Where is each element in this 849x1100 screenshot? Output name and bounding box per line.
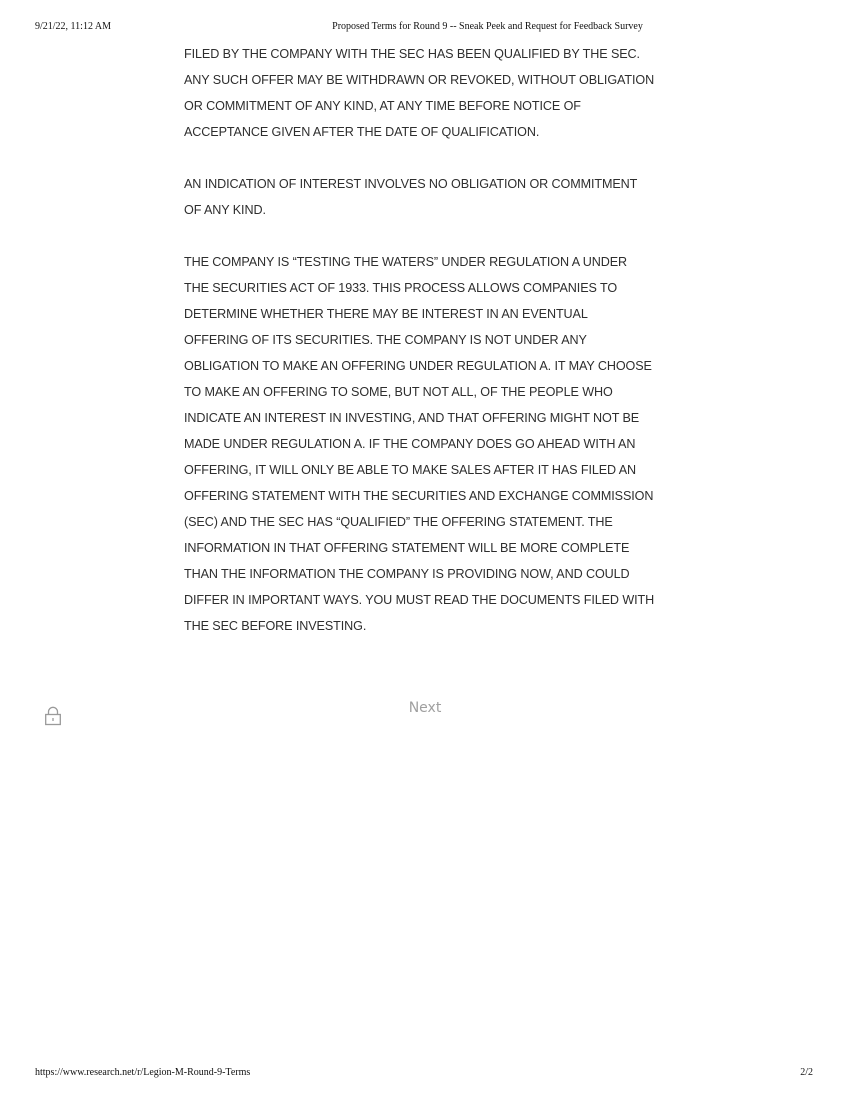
print-page-number: 2/2 [800, 1067, 813, 1078]
next-button[interactable]: Next [395, 695, 455, 721]
disclaimer-text [184, 41, 674, 639]
print-footer [0, 1067, 849, 1081]
lock-icon[interactable] [43, 705, 63, 727]
print-datetime: 9/21/22, 11:12 AM [35, 21, 112, 32]
disclaimer-paragraph: AN INDICATION OF INTEREST INVOLVES NO OBLIGATION OR COMMITMENT OF ANY KIND. [184, 177, 638, 217]
print-header [0, 21, 849, 35]
disclaimer-paragraph: THE COMPANY IS “TESTING THE WATERS” UNDER REGULATION A UNDER THE SECURITIES ACT OF 1933. THIS PROCESS ALLOWS COMPANIES TO DETERMINE WHETHER THERE MAY BE INTEREST IN AN EVENTUAL OFFERING OF ITS SECURITIES. THE COMPANY IS NOT UNDER ANY OBLIGATION TO MAKE AN OFFERING UNDER REGULATION A. IT MAY CHOOSE TO MAKE AN OFFERING TO SOME, BUT NOT ALL, OF THE PEOPLE WHO INDICATE AN INTEREST IN INVESTING, AND THAT OFFERING MIGHT NOT BE MADE UNDER REGULATION A. IF THE COMPANY DOES GO AHEAD WITH AN OFFERING, IT WILL ONLY BE ABLE TO MAKE SALES AFTER IT HAS FILED AN OFFERING STATEMENT WITH THE SECURITIES AND EXCHANGE COMMISSION (SEC) AND THE SEC HAS “QUALIFIED” THE OFFERING STATEMENT. THE INFORMATION IN THAT OFFERING STATEMENT WILL BE MORE COMPLETE THAN THE INFORMATION THE COMPANY IS PROVIDING NOW, AND COULD DIFFER IN IMPORTANT WAYS. YOU MUST READ THE DOCUMENTS FILED WITH THE SEC BEFORE INVESTING. [184, 255, 655, 633]
print-page-title: Proposed Terms for Round 9 -- Sneak Peek and Request for Feedback Survey [332, 21, 643, 32]
disclaimer-paragraph: FILED BY THE COMPANY WITH THE SEC HAS BEEN QUALIFIED BY THE SEC. ANY SUCH OFFER MAY BE WITHDRAWN OR REVOKED, WITHOUT OBLIGATION OR COMMITMENT OF ANY KIND, AT ANY TIME BEFORE NOTICE OF ACCEPTANCE GIVEN AFTER THE DATE OF QUALIFICATION. [184, 47, 655, 139]
print-url: https://www.research.net/r/Legion-M-Round-9-Terms [35, 1067, 251, 1078]
